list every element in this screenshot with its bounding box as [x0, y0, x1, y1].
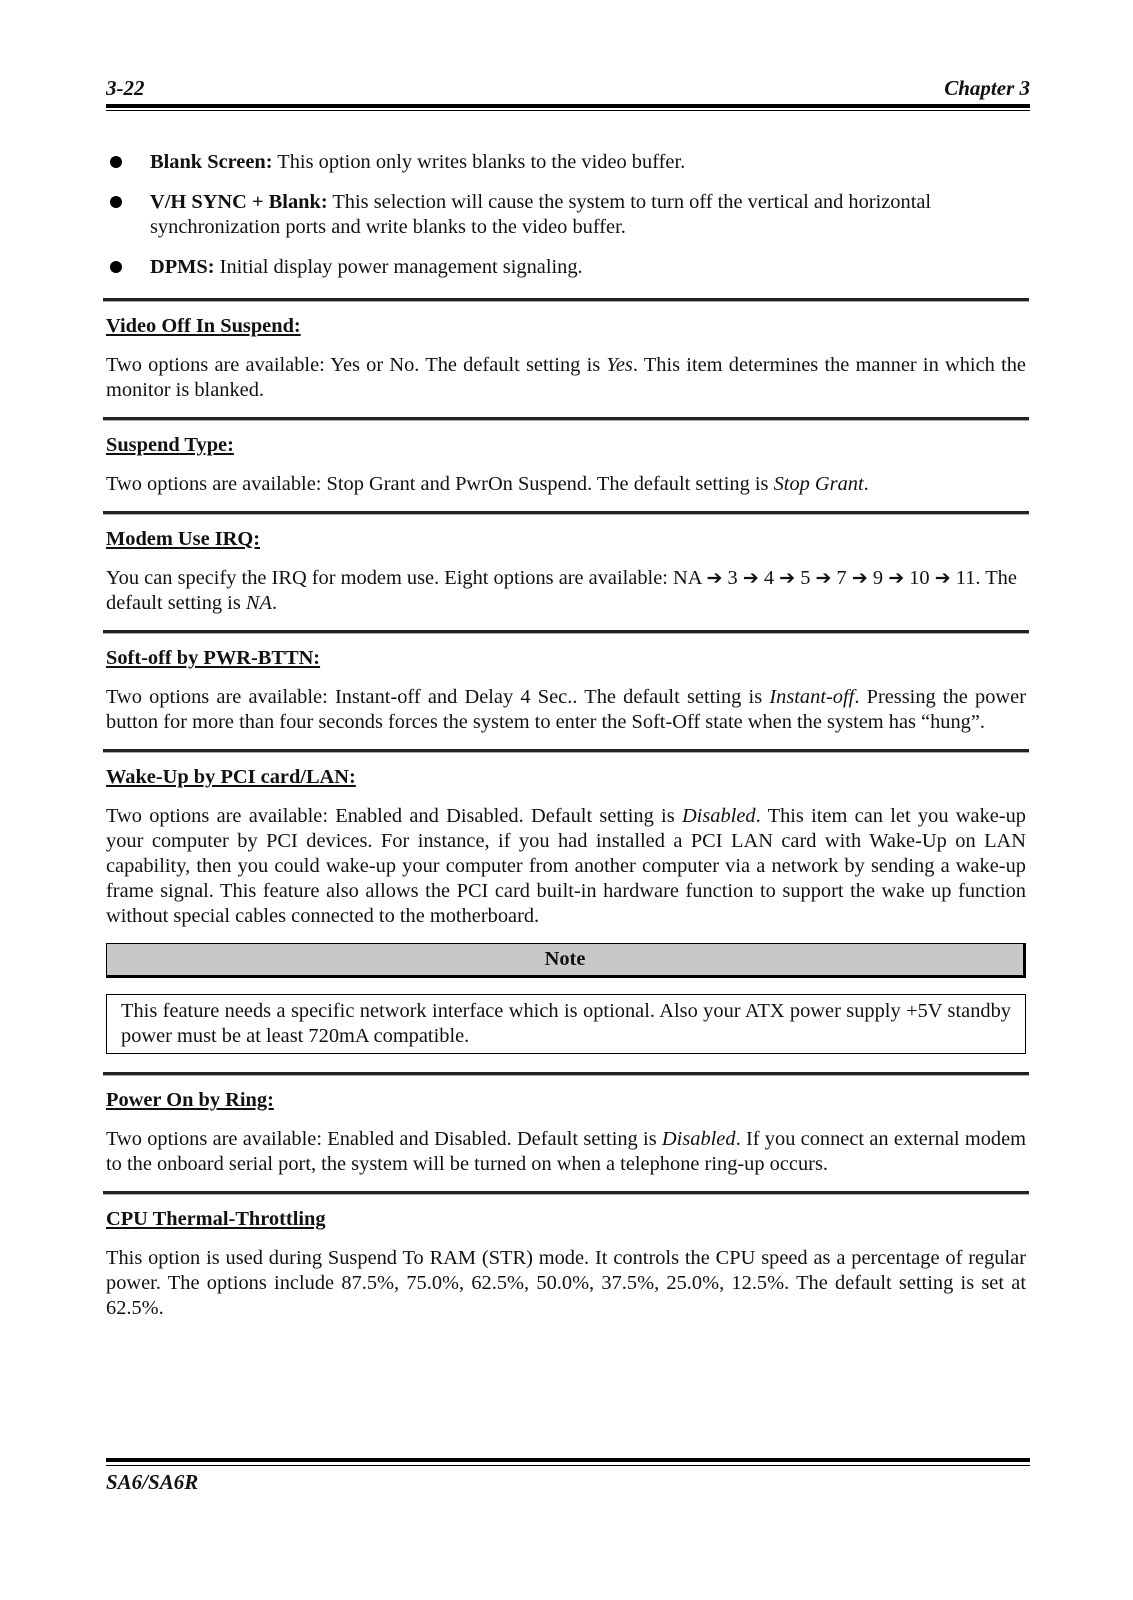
section-title: Suspend Type: — [106, 434, 234, 456]
arrow-right-icon: ➔ — [888, 567, 905, 589]
page-header — [106, 76, 1030, 102]
section-text — [106, 685, 1026, 735]
bullet-icon — [110, 156, 122, 168]
section-text — [106, 353, 1026, 403]
arrow-right-icon: ➔ — [779, 567, 796, 589]
section-divider — [103, 417, 1029, 421]
section-wake-up — [106, 765, 1026, 1054]
page-content — [106, 150, 1026, 1335]
arrow-right-icon: ➔ — [742, 567, 759, 589]
section-text — [106, 1127, 1026, 1177]
section-text — [106, 566, 1026, 616]
section-title: Video Off In Suspend: — [106, 315, 301, 337]
irq-option: 7 — [836, 567, 847, 589]
text-run: Two options are available: Yes or No. The default setting is — [106, 354, 607, 376]
text-run: . This item can let you wake-up your computer by PCI devices. For instance, if you had installed a PCI LAN card with Wake-Up on LAN capability, then you could wake-up your computer from another computer via a network by sending a wake-up frame signal. This feature also allows the PCI card built-in hardware function to support the wake up function without special cables connected to the motherboard. — [106, 805, 1026, 927]
list-item — [106, 190, 1026, 240]
bullet-text: This option only writes blanks to the video buffer. — [272, 151, 686, 173]
section-divider — [103, 1191, 1029, 1195]
irq-option: 10 — [909, 567, 930, 589]
section-suspend-type — [106, 433, 1026, 497]
bullet-icon — [110, 196, 122, 208]
text-run: . The default setting is — [106, 567, 1017, 614]
irq-option: 5 — [800, 567, 811, 589]
bullet-term: Blank Screen: — [150, 151, 273, 173]
note-title: Note — [106, 943, 1026, 978]
text-run: Two options are available: Enabled and Disabled. Default setting is — [106, 1128, 662, 1150]
footer-rule — [106, 1458, 1030, 1462]
list-item — [106, 255, 1026, 280]
header-rule-thin — [106, 110, 1030, 111]
text-run: You can specify the IRQ for modem use. Eight options are available: NA — [106, 567, 702, 589]
bullet-icon — [110, 261, 122, 273]
section-power-on-ring — [106, 1088, 1026, 1177]
section-title: CPU Thermal-Throttling — [106, 1208, 326, 1230]
page-number: 3-22 — [106, 76, 145, 100]
bullet-term: V/H SYNC + Blank: — [150, 191, 328, 213]
section-text: This option is used during Suspend To RAM (STR) mode. It controls the CPU speed as a percentage of regular power. The options include 87.5%, 75.0%, 62.5%, 50.0%, 37.5%, 25.0%, 12.5%. The default setting is set at 62.5%. — [106, 1247, 1026, 1319]
section-video-off — [106, 314, 1026, 403]
chapter-label: Chapter 3 — [944, 76, 1030, 100]
arrow-right-icon: ➔ — [706, 567, 723, 589]
bullet-list — [106, 150, 1026, 280]
default-value: Yes — [606, 354, 633, 376]
list-item — [106, 150, 1026, 175]
section-soft-off — [106, 646, 1026, 735]
default-value: Disabled — [681, 805, 756, 827]
irq-option: 9 — [872, 567, 884, 589]
section-title: Modem Use IRQ: — [106, 528, 261, 550]
text-run: Two options are available: Enabled and Disabled. Default setting is — [106, 805, 682, 827]
section-title: Power On by Ring: — [106, 1089, 274, 1111]
default-value: Instant-off — [769, 686, 855, 708]
default-value: NA — [245, 592, 272, 614]
section-divider — [103, 630, 1029, 634]
arrow-right-icon: ➔ — [934, 567, 951, 589]
section-text — [106, 472, 1026, 497]
footer-model: SA6/SA6R — [106, 1470, 199, 1494]
text-run: Two options are available: Stop Grant and PwrOn Suspend. The default setting is — [106, 473, 774, 495]
section-divider — [103, 1072, 1029, 1076]
text-run: Two options are available: Instant-off and Delay 4 Sec.. The default setting is — [106, 686, 770, 708]
section-text — [106, 804, 1026, 929]
text-run: . This item determines the manner in which the monitor is blanked. — [106, 354, 1026, 401]
default-value: Stop Grant — [773, 473, 864, 495]
irq-option: 4 — [763, 567, 775, 589]
arrow-right-icon: ➔ — [851, 567, 868, 589]
irq-option: 11 — [955, 567, 976, 589]
text-run: . — [271, 592, 278, 614]
note-text: This feature needs a specific network interface which is optional. Also your ATX power supply +5V standby power must be at least 720mA compatible. — [106, 994, 1026, 1054]
text-run: . If you connect an external modem to the onboard serial port, the system will be turned on when a telephone ring-up occurs. — [106, 1128, 1026, 1175]
bullet-text: Initial display power management signaling. — [214, 256, 583, 278]
text-run: . — [863, 473, 869, 495]
text-run: . Pressing the power button for more than four seconds forces the system to enter the Soft-Off state when the system has “hung”. — [106, 686, 1026, 733]
section-divider — [103, 749, 1029, 753]
section-divider — [103, 298, 1029, 302]
header-rule — [106, 104, 1030, 108]
footer-rule-thin — [106, 1465, 1030, 1466]
section-modem-irq — [106, 527, 1026, 616]
section-cpu-thermal — [106, 1207, 1026, 1321]
arrow-right-icon: ➔ — [815, 567, 832, 589]
section-title: Soft-off by PWR-BTTN: — [106, 647, 321, 669]
section-divider — [103, 511, 1029, 515]
section-title: Wake-Up by PCI card/LAN: — [106, 766, 356, 788]
bullet-term: DPMS: — [150, 256, 215, 278]
irq-option: 3 — [727, 567, 738, 589]
bullet-text: This selection will cause the system to turn off the vertical and horizontal synchronization ports and write blanks to the video buffer. — [150, 191, 932, 238]
default-value: Disabled — [661, 1128, 736, 1150]
